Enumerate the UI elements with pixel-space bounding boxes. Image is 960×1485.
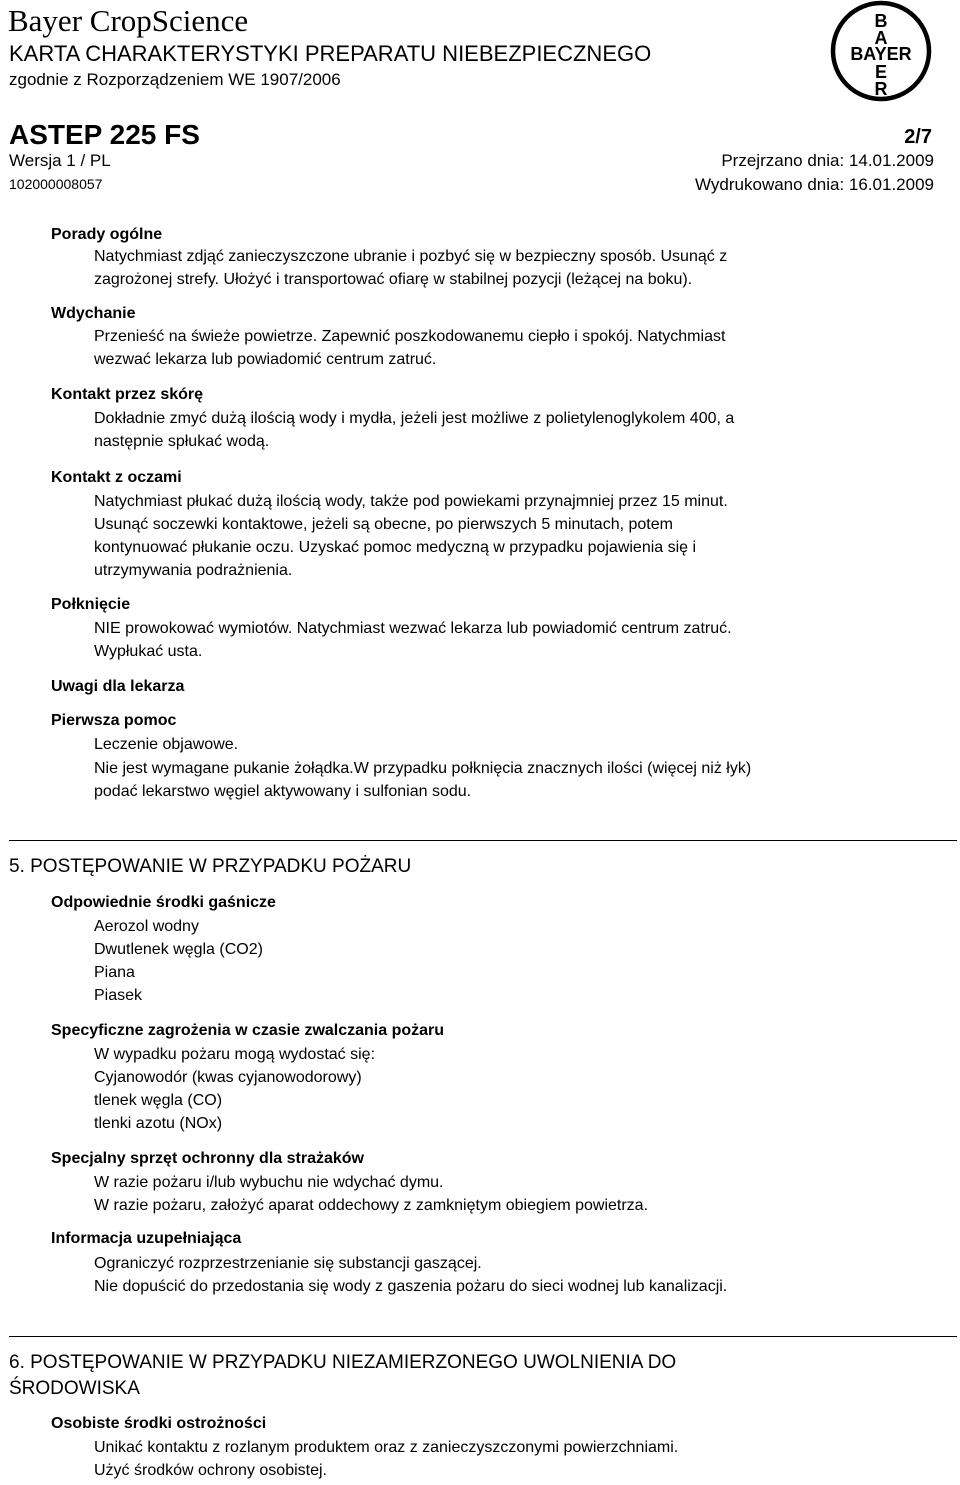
ingestion-line: NIE prowokować wymiotów. Natychmiast wezwać lekarza lub powiadomić centrum zatruć. — [94, 620, 732, 637]
additional-info-line: Nie dopuścić do przedostania się wody z gaszenia pożaru do sieci wodnej lub kanalizacji. — [94, 1278, 728, 1295]
firefighter-equipment-line: W razie pożaru i/lub wybuchu nie wdychać dymu. — [94, 1174, 444, 1191]
first-aid-heading: Pierwsza pomoc — [51, 712, 177, 729]
inhalation-line: Przenieść na świeże powietrze. Zapewnić poszkodowanemu ciepło i spokój. Natychmiast — [94, 328, 726, 345]
section-divider — [9, 840, 957, 841]
logo-letter-e: E — [874, 62, 888, 82]
personal-precautions-line: Użyć środków ochrony osobistej. — [94, 1462, 327, 1479]
eye-contact-line: kontynuować płukanie oczu. Uzyskać pomoc medyczną w przypadku pojawienia się i — [94, 539, 697, 556]
eye-contact-heading: Kontakt z oczami — [51, 469, 182, 486]
logo-letter-r: R — [874, 79, 888, 99]
extinguishing-media-heading: Odpowiednie środki gaśnicze — [51, 894, 276, 911]
personal-precautions-line: Unikać kontaktu z rozlanym produktem oraz z zanieczyszczonymi powierzchniami. — [94, 1439, 679, 1456]
extinguishing-media-item: Aerozol wodny — [94, 918, 199, 935]
revision-date: Przejrzano dnia: 14.01.2009 — [721, 151, 934, 170]
section-divider — [9, 1336, 957, 1337]
product-name: ASTEP 225 FS — [9, 119, 200, 150]
logo-horizontal-word: BAYER — [850, 44, 912, 64]
eye-contact-line: Usunąć soczewki kontaktowe, jeżeli są obecne, po pierwszych 5 minutach, potem — [94, 516, 673, 533]
ingestion-heading: Połknięcie — [51, 596, 131, 613]
additional-info-line: Ograniczyć rozprzestrzenianie się substancji gaszącej. — [94, 1255, 482, 1272]
firefighter-equipment-heading: Specjalny sprzęt ochronny dla strażaków — [51, 1150, 364, 1167]
skin-contact-heading: Kontakt przez skórę — [51, 386, 204, 403]
specific-hazards-line: tlenki azotu (NOx) — [94, 1115, 223, 1132]
inhalation-line: wezwać lekarza lub powiadomić centrum zatruć. — [94, 351, 437, 368]
personal-precautions-heading: Osobiste środki ostrożności — [51, 1415, 267, 1432]
section-6-title: 6. POSTĘPOWANIE W PRZYPADKU NIEZAMIERZONEGO UWOLNIENIA DO — [9, 1352, 677, 1373]
document-number: 102000008057 — [9, 176, 103, 192]
extinguishing-media-item: Dwutlenek węgla (CO2) — [94, 941, 263, 958]
extinguishing-media-item: Piasek — [94, 987, 143, 1004]
ingestion-line: Wypłukać usta. — [94, 643, 203, 660]
eye-contact-line: Natychmiast płukać dużą ilością wody, także pod powiekami przynajmniej przez 15 minut. — [94, 493, 728, 510]
skin-contact-line: Dokładnie zmyć dużą ilością wody i mydła, jeżeli jest możliwe z polietylenoglykolem 400, a — [94, 410, 735, 427]
general-advice-line: Natychmiast zdjąć zanieczyszczone ubranie i pozbyć się w bezpieczny sposób. Usunąć z — [94, 248, 728, 265]
first-aid-line: Leczenie objawowe. — [94, 736, 239, 753]
firefighter-equipment-line: W razie pożaru, założyć aparat oddechowy z zamkniętym obiegiem powietrza. — [94, 1197, 649, 1214]
specific-hazards-heading: Specyficzne zagrożenia w czasie zwalczania pożaru — [51, 1022, 445, 1039]
first-aid-line: podać lekarstwo węgiel aktywowany i sulfonian sodu. — [94, 783, 472, 800]
additional-info-heading: Informacja uzupełniająca — [51, 1230, 242, 1247]
general-advice-heading: Porady ogólne — [51, 226, 163, 243]
brand-name: Bayer CropScience — [8, 3, 249, 38]
logo-letter-a: A — [874, 28, 888, 48]
regulation-reference: zgodnie z Rozporządzeniem WE 1907/2006 — [9, 70, 341, 89]
section-6-title-continued: ŚRODOWISKA — [9, 1378, 140, 1399]
document-title: KARTA CHARAKTERYSTYKI PREPARATU NIEBEZPIECZNEGO — [9, 41, 652, 66]
eye-contact-line: utrzymywania podrażnienia. — [94, 562, 293, 579]
first-aid-line: Nie jest wymagane pukanie żołądka.W przypadku połknięcia znacznych ilości (więcej niż łyk) — [94, 760, 752, 777]
section-5-title: 5. POSTĘPOWANIE W PRZYPADKU POŻARU — [9, 856, 412, 877]
notes-to-physician-heading: Uwagi dla lekarza — [51, 678, 185, 695]
skin-contact-line: następnie spłukać wodą. — [94, 433, 270, 450]
extinguishing-media-item: Piana — [94, 964, 135, 981]
specific-hazards-line: tlenek węgla (CO) — [94, 1092, 223, 1109]
specific-hazards-line: Cyjanowodór (kwas cyjanowodorowy) — [94, 1069, 362, 1086]
general-advice-line: zagrożonej strefy. Ułożyć i transportować ofiarę w stabilnej pozycji (leżącej na boku). — [94, 271, 693, 288]
logo-letter-b: B — [874, 11, 888, 31]
bayer-cross-logo — [830, 0, 932, 102]
page-number: 2/7 — [904, 126, 932, 148]
specific-hazards-line: W wypadku pożaru mogą wydostać się: — [94, 1046, 376, 1063]
print-date: Wydrukowano dnia: 16.01.2009 — [695, 175, 934, 194]
inhalation-heading: Wdychanie — [51, 305, 136, 322]
version-label: Wersja 1 / PL — [9, 151, 111, 170]
